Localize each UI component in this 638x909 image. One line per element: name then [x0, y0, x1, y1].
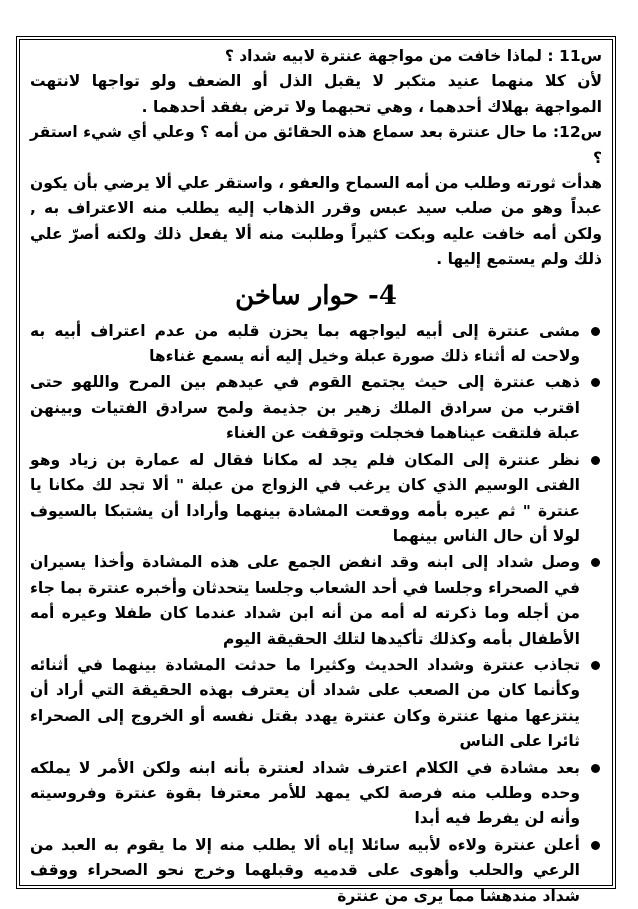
question-text: لماذا خافت من مواجهة عنترة لابيه شداد ؟ — [224, 47, 543, 65]
question-11 — [30, 44, 602, 69]
list-item-text: نظر عنترة إلى المكان فلم يجد له مكانا فقال له عمارة بن زياد وهو الفتى الوسيم الذي كان يرغب في الزواج من عبلة " ألا تجد لك مكانا يا عنترة " ثم عيره بأمه ووقعت المشادة بينهما وأرادا أن يشتبكا بالسيوف لولا أن حال الناس بينهما — [30, 450, 580, 545]
section-heading: 4- حوار ساخن — [235, 280, 397, 311]
question-text: ما حال عنترة بعد سماع هذه الحقائق من أمه ؟ وعلي أي شيء استقر ؟ — [30, 123, 602, 167]
document-page — [16, 36, 616, 905]
answer-12: هدأت ثورته وطلب من أمه السماح والعفو ، واستقر علي ألا يرضي بأن يكون عبداً وهو من صلب سيد عبس وقرر الذهاب إليه يطلب منه الاعتراف به , ولكن أمه خافت عليه وبكت كثيراً وطلبت منه ألا يفعل ذلك ولكنه أصرّ علي ذلك ولم يستمع إليها . — [30, 174, 602, 269]
list-item-text: ذهب عنترة إلى حيث يجتمع القوم في عيدهم بين المرح واللهو حتى اقترب من سرادق الملك زهير بن جذيمة ولمح سرادق الفتيات وبينهن عبلة فلتقت عيناهما فخجلت وتوقفت عن الغناء — [30, 373, 580, 443]
list-item — [30, 833, 602, 909]
bullet-icon — [591, 378, 600, 387]
bullet-icon — [591, 661, 600, 670]
answer-11: لأن كلا منهما عنيد متكبر لا يقبل الذل أو الضعف ولو تواجها لانتهت المواجهة بهلاك أحدهما ، وهي تحبهما ولا ترض بفقد أحدهما . — [30, 72, 602, 116]
list-item — [30, 319, 602, 370]
list-item-text: مشى عنترة إلى أبيه ليواجهه بما يحزن قلبه من عدم اعتراف أبيه به ولاحت له أثناء ذلك صورة عبلة وخيل إليه أنه يسمع غناءها — [30, 321, 580, 366]
list-item — [30, 370, 602, 446]
list-item — [30, 756, 602, 832]
bullet-list — [30, 319, 602, 909]
bullet-icon — [591, 327, 600, 336]
question-label: س12: — [552, 123, 602, 142]
list-item-text: تجاذب عنترة وشداد الحديث وكثيرا ما حدثت المشادة بينهما في أثنائه وكأنما كان من الصعب على شداد أن يعترف بهذه الحقيقة التي أراد أن ينتزعها منها عنترة وكان عنترة يهدد بقتل نفسه أو الخروج إلى الصحراء ثائرا على الناس — [30, 655, 580, 751]
question-12 — [30, 120, 602, 171]
list-item-text: بعد مشادة في الكلام اعترف شداد لعنترة بأنه ابنه ولكن الأمر لا يملكه وحده وطلب منه فرصة لكي يمهد للأمر معترفا بقوة عنترة وفروسيته وأنه لن يفرط فيه أبدا — [30, 758, 580, 828]
list-item — [30, 448, 602, 550]
list-item-text: وصل شداد إلى ابنه وقد انفض الجمع على هذه المشادة وأخذا يسيران في الصحراء وجلسا في أحد الشعاب وجلسا يتحدثان وأخبره عنترة بما جاء من أجله وما ذكرته له أمه من أنه ابن شداد عندما كان طفلا وعيره أمه الأطفال بأمه وكذلك تأكيدها لتلك الحقيقة اليوم — [30, 553, 580, 648]
list-item — [30, 653, 602, 755]
bullet-icon — [591, 558, 600, 567]
bullet-icon — [591, 841, 600, 850]
list-item-text: أعلن عنترة ولاءه لأبيه سائلا إياه ألا يطلب منه إلا ما يقوم به العبد من الرعي والحلب وأهوى على قدميه وقبلهما وخرج نحو الصحراء ووقف شداد مندهشا مما يرى من عنترة — [30, 835, 580, 905]
bullet-icon — [591, 764, 600, 773]
question-label: س11 : — [547, 47, 602, 65]
list-item — [30, 550, 602, 652]
bullet-icon — [591, 456, 600, 465]
